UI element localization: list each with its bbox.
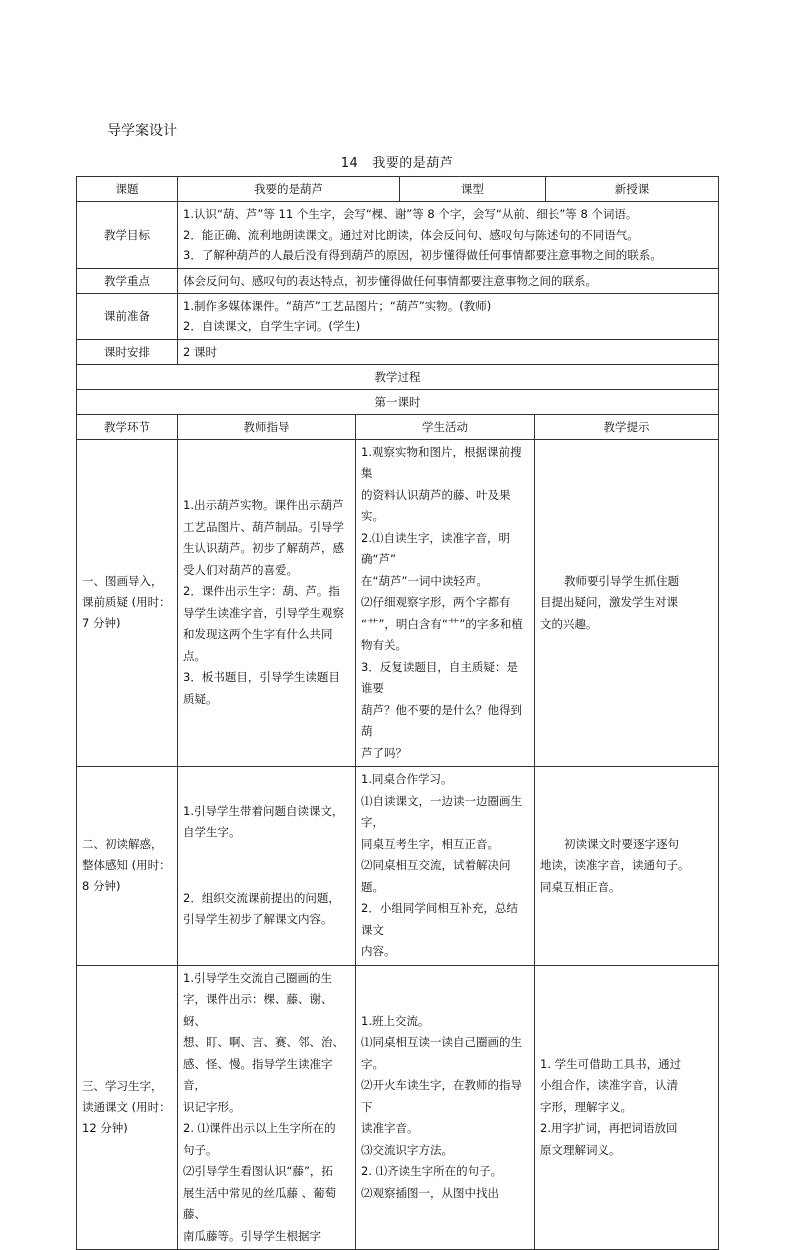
stage-cell: 三、学习生字，读通课文 (用时：12 分钟)	[77, 965, 178, 1250]
tip-line: 教师要引导学生抓住题	[564, 573, 679, 588]
topic-label: 课题	[77, 177, 178, 202]
student-line: 2.⑴自读生字，读准字音，明确“芦”	[361, 530, 510, 566]
student-activity-cell	[356, 965, 535, 1250]
column-header-tip: 教学提示	[535, 414, 719, 439]
teacher-line: 2．课件出示生字：葫、芦。指	[183, 584, 340, 599]
column-header-student: 学生活动	[356, 414, 535, 439]
goal-line: 1.认识“葫、芦”等 11 个生字，会写“棵、谢”等 8 个字，会写“从前、细长”等 8 个词语。	[183, 207, 638, 221]
teacher-line: 想、盯、啊、言、赛、邻、治、	[183, 1035, 344, 1049]
teaching-tip-cell	[535, 439, 719, 767]
student-line: 在“葫芦”一词中读轻声。	[361, 573, 488, 588]
teaching-tip-cell	[535, 965, 719, 1250]
tip-line: 小组合作，读准字音，认清	[540, 1078, 678, 1092]
student-line: 同桌互考生字，相互正音。	[361, 836, 499, 851]
student-line: ⑵仔细观察字形，两个字都有	[361, 595, 511, 609]
preparation-content	[178, 293, 719, 339]
student-line: ⑴同桌相互读一读自己圈画的生	[361, 1035, 522, 1049]
schedule-label: 课时安排	[77, 339, 178, 364]
lesson-title	[0, 152, 794, 171]
document-heading: 导学案设计	[107, 123, 177, 139]
student-line: 葫芦？他不要的是什么？他得到葫	[361, 702, 522, 738]
student-activity-cell	[356, 767, 535, 966]
table-row	[77, 439, 719, 767]
student-line: 1.同桌合作学习。	[361, 772, 453, 786]
preparation-line: 1.制作多媒体课件。“葫芦”工艺品图片；“葫芦”实物。(教师)	[183, 298, 492, 313]
student-line: ⑵开火车读生字，在教师的指导下	[361, 1078, 522, 1114]
tip-line: 地读，读准字音，读通句子。	[540, 858, 690, 872]
student-line: 芦了吗？	[361, 745, 407, 760]
student-line: ⑶交流识字方法。	[361, 1142, 453, 1157]
student-line: 字。	[361, 1056, 384, 1071]
key-points-row	[77, 268, 719, 293]
teacher-line: 展生活中常见的丝瓜藤 、葡萄藤、	[183, 1185, 337, 1221]
tip-line: 初读课文时要逐字逐句	[564, 836, 679, 851]
teacher-line-spacer	[183, 866, 350, 888]
goals-label: 教学目标	[77, 202, 178, 269]
period-title: 第一课时	[77, 389, 719, 414]
lesson-number: 14	[340, 156, 359, 171]
teacher-line: 3．板书题目，引导学生读题目	[183, 670, 340, 685]
teacher-line: 点。	[183, 648, 206, 663]
preparation-label: 课前准备	[77, 293, 178, 339]
student-line: 3．反复读题目，自主质疑：是谁要	[361, 659, 518, 695]
tip-line: 原文理解词义。	[540, 1142, 621, 1157]
goals-row	[77, 202, 719, 269]
teacher-line: 字，课件出示：棵、藤、谢、蚜、	[183, 992, 333, 1028]
teacher-line: 识记字形。	[183, 1099, 241, 1114]
teacher-line: 质疑。	[183, 691, 218, 706]
teacher-line: 生认识葫芦。初步了解葫芦，感	[183, 541, 344, 556]
teacher-line: 句子。	[183, 1142, 218, 1157]
stage-cell: 二、初读解惑，整体感知 (用时：8 分钟)	[77, 767, 178, 966]
schedule-value: 2 课时	[178, 339, 719, 364]
tip-line: 同桌互相正音。	[540, 879, 621, 894]
preparation-line: 2．自读课文，自学生字词。(学生)	[183, 319, 361, 333]
key-points-label: 教学重点	[77, 268, 178, 293]
topic-row	[77, 177, 719, 202]
teacher-line: 2．组织交流课前提出的问题，	[183, 890, 340, 905]
teacher-line: 受人们对葫芦的喜爱。	[183, 562, 298, 577]
teacher-guidance-cell	[178, 439, 356, 767]
goal-line: 2．能正确、流利地朗读课文。通过对比朗读，体会反问句、感叹句与陈述句的不同语气。	[183, 227, 639, 242]
teacher-line: 1.引导学生带着问题自读课文，	[183, 803, 344, 818]
teacher-line: 引导学生初步了解课文内容。	[183, 912, 333, 927]
teacher-guidance-cell	[178, 767, 356, 966]
teacher-line: 1.引导学生交流自己圈画的生	[183, 970, 332, 985]
teacher-line: 感、怪、慢。指导学生读准字音，	[183, 1056, 333, 1092]
process-title-row	[77, 364, 719, 389]
student-line: 的资料认识葫芦的藤、叶及果实。	[361, 487, 511, 523]
stage-cell: 一、图画导入，课前质疑 (用时：7 分钟)	[77, 439, 178, 767]
period-title-row	[77, 389, 719, 414]
teacher-line: 自学生字。	[183, 825, 241, 840]
topic-value: 我要的是葫芦	[178, 177, 400, 202]
key-points-content: 体会反问句、感叹句的表达特点，初步懂得做任何事情都要注意事物之间的联系。	[178, 268, 719, 293]
lesson-plan-table	[76, 176, 719, 1250]
student-line: 1.班上交流。	[361, 1013, 430, 1028]
column-header-row	[77, 414, 719, 439]
teacher-line: 2. ⑴课件出示以上生字所在的	[183, 1121, 336, 1135]
table-row	[77, 767, 719, 966]
student-line: 读准字音。	[361, 1121, 419, 1135]
schedule-row	[77, 339, 719, 364]
preparation-row	[77, 293, 719, 339]
teacher-line: 1.出示葫芦实物。课件出示葫芦	[183, 498, 344, 513]
student-line: ⑵观察插图一，从图中找出	[361, 1185, 499, 1200]
student-line: “艹”，明白含有“艹”的字多和植	[361, 616, 523, 631]
student-line: 2. ⑴齐读生字所在的句子。	[361, 1164, 503, 1178]
teaching-tip-cell	[535, 767, 719, 966]
teacher-guidance-cell	[178, 965, 356, 1250]
teacher-line: 导学生读准字音，引导学生观察	[183, 605, 344, 620]
student-line: 内容。	[361, 944, 396, 958]
process-title: 教学过程	[77, 364, 719, 389]
student-activity-cell	[356, 439, 535, 767]
teacher-line-spacer	[183, 844, 350, 866]
student-line: 2．小组同学间相互补充，总结课文	[361, 901, 518, 937]
lesson-name: 我要的是葫芦	[372, 156, 454, 171]
teacher-line: ⑵引导学生看图认识“藤”，拓	[183, 1164, 333, 1178]
student-line: 1.观察实物和图片，根据课前搜集	[361, 444, 522, 480]
goals-content	[178, 202, 719, 269]
teacher-line: 和发现这两个生字有什么共同	[183, 627, 333, 642]
column-header-teacher: 教师指导	[178, 414, 356, 439]
student-line: ⑴自读课文，一边读一边圈画生字，	[361, 793, 522, 829]
table-row	[77, 965, 719, 1250]
student-line: 物有关。	[361, 638, 407, 652]
tip-line: 字形，理解字义。	[540, 1099, 632, 1114]
lesson-type-value: 新授课	[546, 177, 719, 202]
student-line: ⑵同桌相互交流，试着解决问题。	[361, 858, 511, 894]
column-header-stage: 教学环节	[77, 414, 178, 439]
tip-line: 1. 学生可借助工具书，通过	[540, 1056, 682, 1071]
tip-line: 文的兴趣。	[540, 616, 598, 631]
teacher-line: 南瓜藤等。引导学生根据字	[183, 1228, 321, 1243]
goal-line: 3．了解种葫芦的人最后没有得到葫芦的原因，初步懂得做任何事情都要注意事物之间的联系。	[183, 248, 662, 262]
lesson-type-label: 课型	[400, 177, 546, 202]
teacher-line: 工艺品图片、葫芦制品。引导学	[183, 519, 344, 534]
tip-line: 2.用字扩词，再把词语放回	[540, 1121, 678, 1135]
tip-line: 目提出疑问，激发学生对课	[540, 595, 678, 609]
